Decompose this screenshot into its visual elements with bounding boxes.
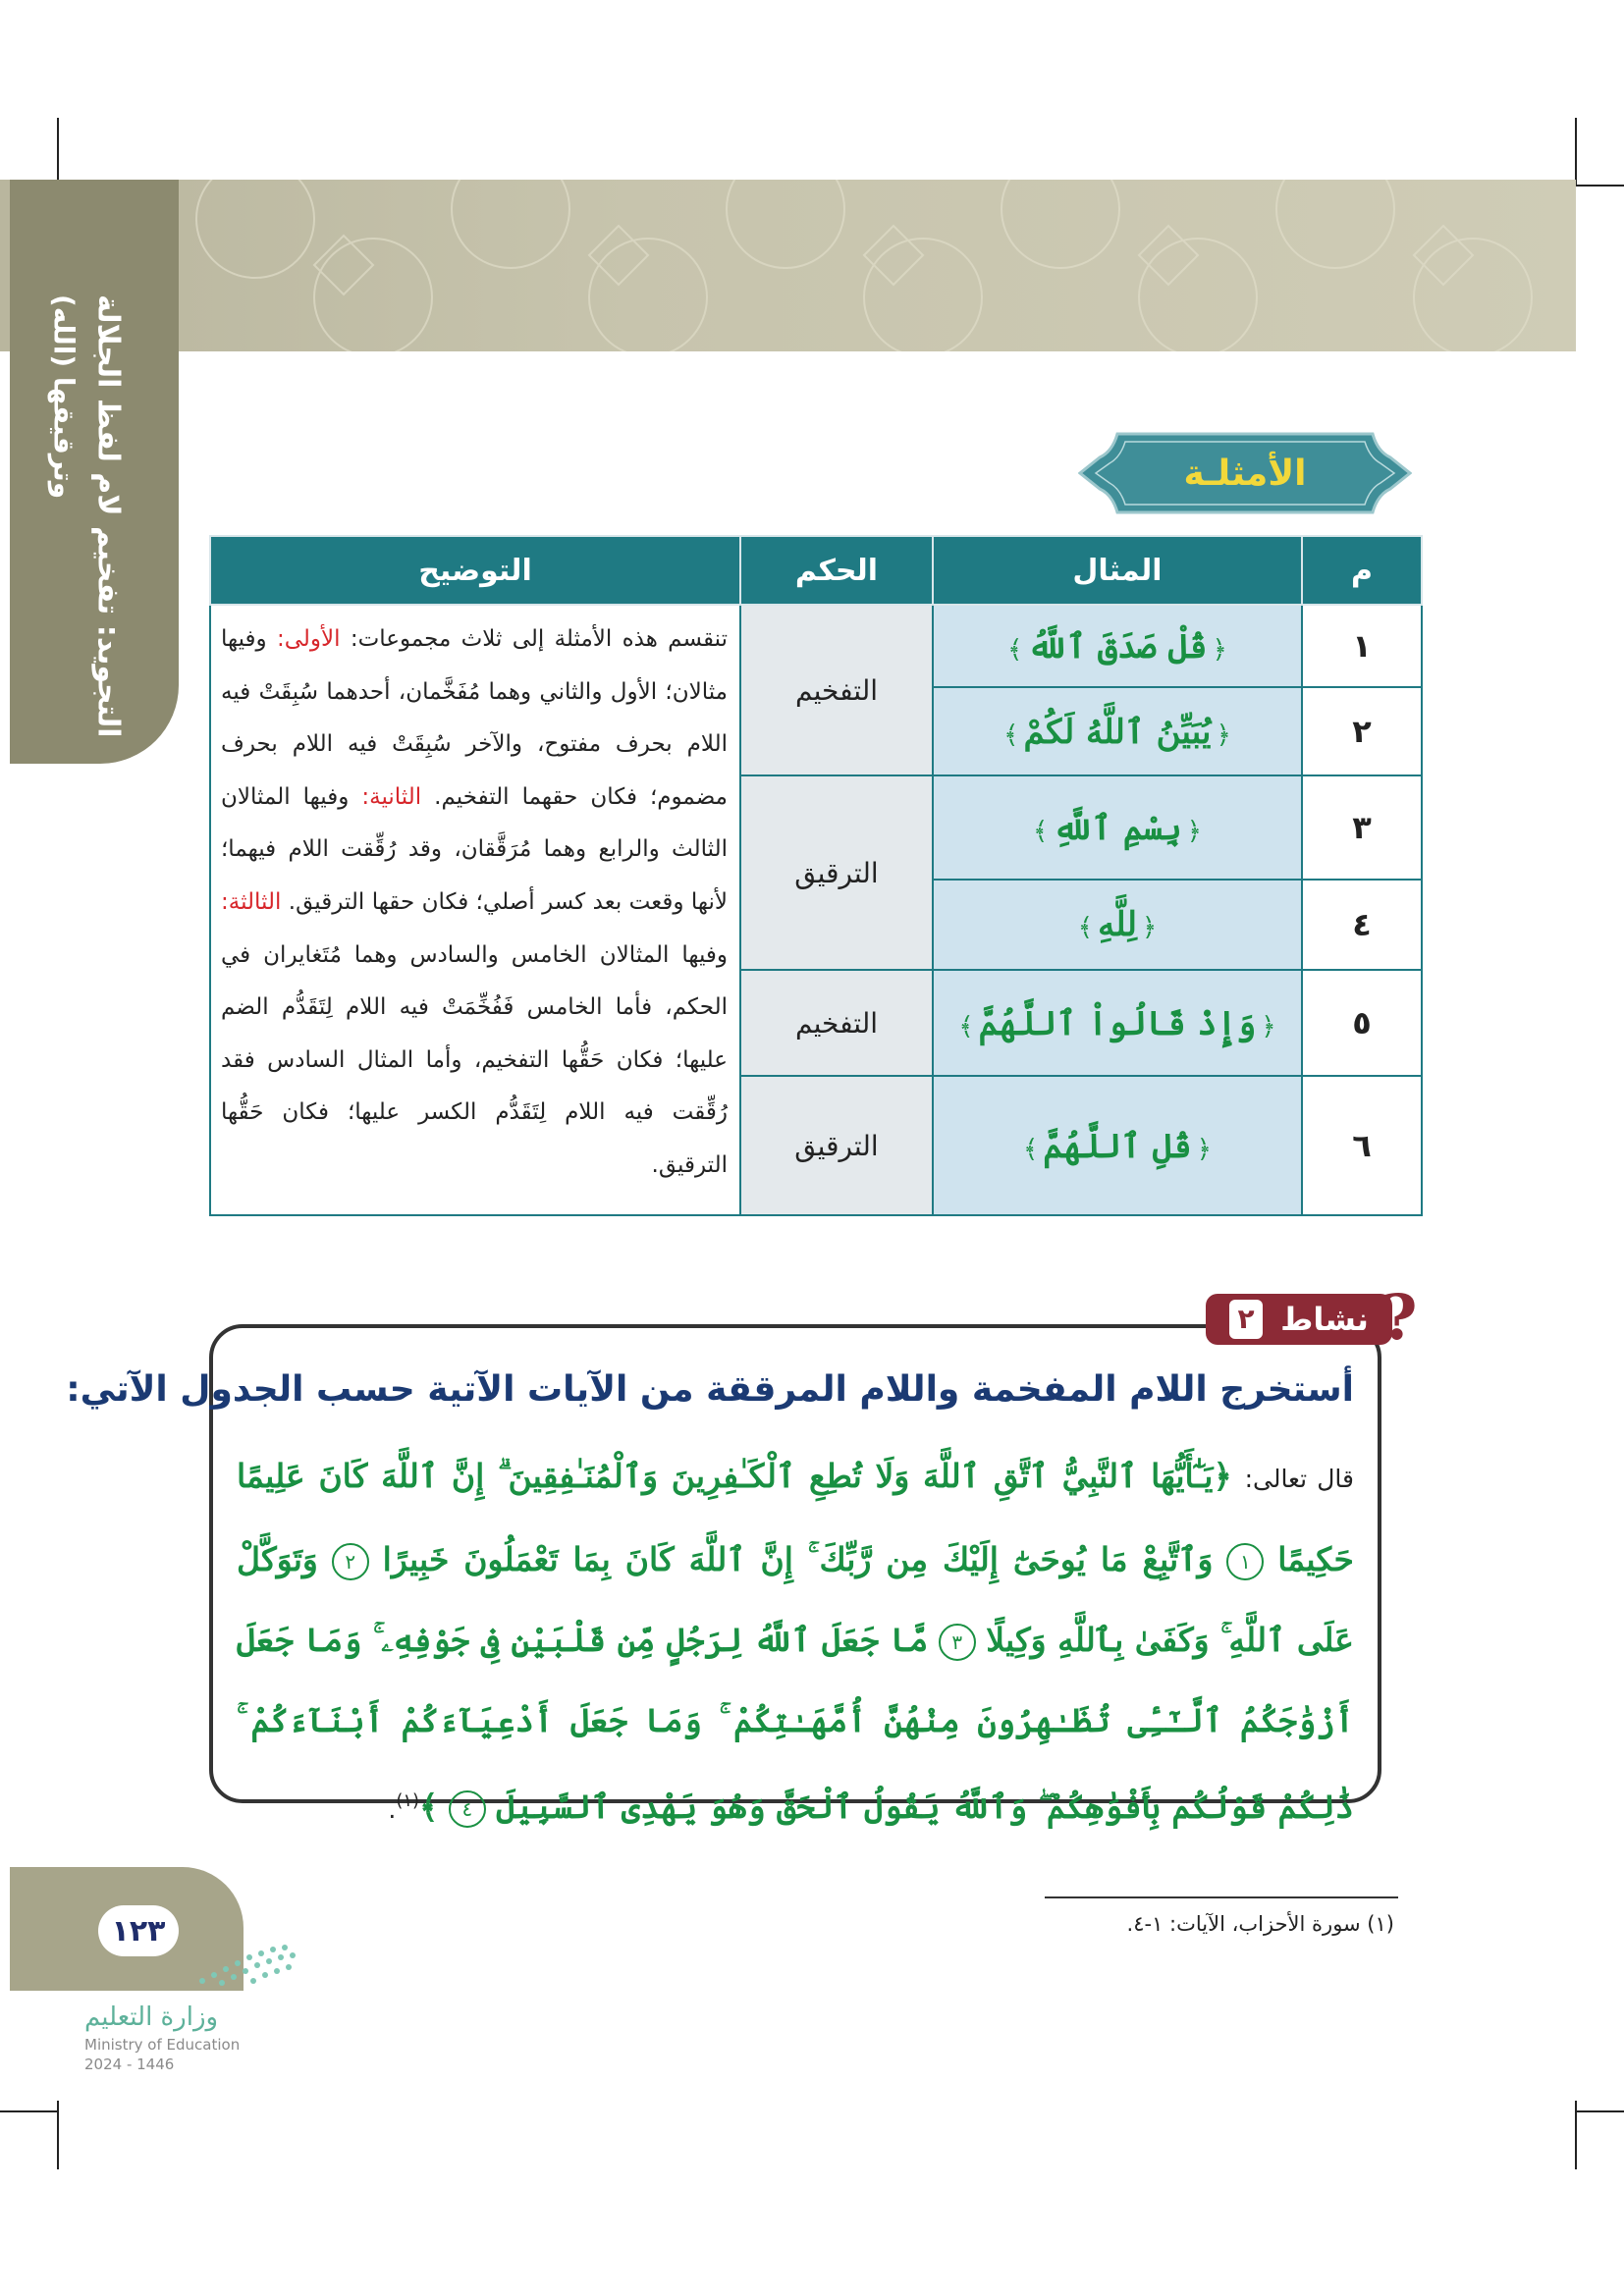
example-cell: ﴿ بِسْمِ ٱللَّهِ ﴾ (933, 775, 1302, 880)
example-cell: ﴿ قُلِ ٱللَّهُمَّ ﴾ (933, 1076, 1302, 1215)
geometric-pattern (0, 180, 1576, 351)
verse-text: وَٱتَّبِعْ مَا يُوحَىٰٓ إِلَيْكَ مِن رَّبِّكَ ۚ إِنَّ ٱللَّهَ كَانَ بِمَا تَعْمَلُونَ خَبِيرًا (382, 1540, 1214, 1578)
col-header-num: م (1302, 536, 1422, 605)
verse-intro: قال تعالى: (1244, 1465, 1354, 1493)
col-header-example: المثال (933, 536, 1302, 605)
crop-mark (1575, 2110, 1624, 2112)
example-text: قُلِ ٱللَّهُمَّ (1043, 1126, 1192, 1166)
ruling-cell: التفخيم (740, 970, 933, 1076)
ministry-name-ar: وزارة التعليم (84, 2002, 219, 2032)
explanation-group3: وفيها المثالان الخامس والسادس وهما مُتَغايران في الحكم، فأما الخامس فَفُخِّمَتْ فيه اللام لِتَقَدُّم الضم عليها؛ فكان حَقُّها التفخيم، وأما المثال السادس فقد رُقِّقت فيه اللام لِتَقَدُّم الكسر عليها؛ فكان حَقُّها الترقيق. (221, 941, 728, 1178)
example-cell: ﴿ لِلَّهِ ﴾ (933, 880, 1302, 970)
example-text: قُلْ صَدَقَ ٱللَّهُ (1027, 626, 1208, 667)
header-band (0, 180, 1576, 351)
group-second-label: الثانية: (361, 783, 422, 810)
ayah-number-marker: ٤ (449, 1790, 486, 1828)
ayah-number-marker: ٣ (939, 1624, 976, 1661)
example-cell: ﴿ قُلْ صَدَقَ ٱللَّهُ ﴾ (933, 605, 1302, 687)
row-number: ٣ (1302, 775, 1422, 880)
col-header-ruling: الحكم (740, 536, 933, 605)
activity-title: أستخرج اللام المفخمة واللام المرققة من الآيات الآتية حسب الجدول الآتي: (66, 1369, 1354, 1410)
side-title-line1: التجويد: تفخيم لام لفظ الجلالة (90, 294, 126, 738)
verse-text: ﴿يَـٰٓأَيُّهَا ٱلنَّبِيُّ ٱتَّقِ ٱللَّهَ وَلَا تُطِعِ ٱلْكَـٰفِرِينَ وَٱلْمُنَـٰفِقِينَ ۗ إِنَّ ٱللَّهَ كَانَ عَلِيمًا حَكِيمًا (237, 1457, 1354, 1578)
ministry-dots-icon (192, 1942, 300, 1991)
activity-tab (1206, 1281, 1427, 1355)
question-mark-icon: ? (1380, 1281, 1418, 1355)
table-header-row (210, 536, 1422, 605)
group-first-label: الأولى: (276, 626, 341, 652)
activity-verses (237, 1436, 1354, 1850)
ministry-year: 2024 - 1446 (84, 2056, 175, 2073)
example-cell: ﴿ وَإِذْ قَالُواْ ٱللَّهُمَّ ﴾ (933, 970, 1302, 1076)
footnote: (١) سورة الأحزاب، الآيات: ١-٤. (1126, 1912, 1394, 1936)
activity-box (66, 1324, 1381, 1826)
row-number: ٦ (1302, 1076, 1422, 1215)
col-header-explanation: التوضيح (210, 536, 740, 605)
crop-mark (0, 2110, 59, 2112)
verse-text: مَّا جَعَلَ ٱللَّهُ لِرَجُلٍ مِّن قَلْبَيْنِ فِى جَوْفِهِۦ ۚ وَمَا جَعَلَ أَزْوَٰجَكُمُ ٱلَّـٰٓـِٔى تُظَـٰهِرُونَ مِنْهُنَّ أُمَّهَـٰتِكُمْ ۚ وَمَا جَعَلَ أَدْعِيَآءَكُمْ أَبْنَآءَكُمْ ۚ ذَٰلِكُمْ قَوْلُكُم بِأَفْوَٰهِكُمْ ۖ وَٱللَّهُ يَقُولُ ٱلْحَقَّ وَهُوَ يَهْدِى ٱلسَّبِيلَ (237, 1621, 1354, 1826)
example-text: يُبَيِّنُ ٱللَّهُ لَكُمْ (1023, 712, 1212, 752)
example-cell: ﴿ يُبَيِّنُ ٱللَّهُ لَكُمْ ﴾ (933, 687, 1302, 775)
explanation-cell (210, 605, 740, 1215)
example-text: وَإِذْ قَالُواْ ٱللَّهُمَّ (978, 1003, 1257, 1043)
ruling-cell: الترقيق (740, 1076, 933, 1215)
explanation-group2: وفيها المثالان الثالث والرابع وهما مُرَقَّقان، وقد رُقِّقت اللام فيهما؛ لأنها وقعت بعد كسر أصلي؛ فكان حقها الترقيق. (221, 783, 728, 915)
ministry-name-en: Ministry of Education (84, 2036, 241, 2054)
ruling-cell: الترقيق (740, 775, 933, 970)
ruling-cell: التفخيم (740, 605, 933, 775)
crop-mark (57, 118, 59, 187)
example-text: بِسْمِ ٱللَّهِ (1053, 808, 1182, 848)
activity-label: نشاط (1280, 1301, 1369, 1338)
side-title-sub (10, 294, 118, 746)
crop-mark (1575, 118, 1577, 187)
verse-text: وَتَوَكَّلْ عَلَى ٱللَّهِ ۚ وَكَفَىٰ بِٱللَّهِ وَكِيلًا (237, 1540, 1354, 1659)
verse-end: . (388, 1795, 397, 1824)
ministry-logo (84, 2002, 240, 2073)
footnote-marker: (١) (396, 1790, 420, 1811)
page-number: ١٢٣ (98, 1905, 179, 1956)
example-text: لِلَّهِ (1098, 905, 1137, 944)
table-row (210, 605, 1422, 687)
footnote-divider (1045, 1896, 1398, 1898)
explanation-intro: تنقسم هذه الأمثلة إلى ثلاث مجموعات: (340, 626, 728, 652)
explanation-group1: وفيها مثالان؛ الأول والثاني وهما مُفَخَّمان، أحدهما سُبِقَتْ فيه اللام بحرف مفتوح، والآخر سُبِقَتْ فيه اللام بحرف مضموم؛ فكان حقهما التفخيم. (221, 626, 728, 810)
group-third-label: الثالثة: (221, 888, 282, 915)
side-title-line2: (الله) وترقيقها (47, 294, 81, 500)
verse-close-bracket: ﴾ (419, 1788, 439, 1826)
crop-mark (1575, 185, 1624, 187)
activity-label-pill (1206, 1294, 1392, 1345)
examples-table (209, 535, 1423, 1216)
ayah-number-marker: ١ (1226, 1543, 1264, 1580)
examples-banner-title: الأمثلـة (1183, 453, 1307, 494)
ayah-number-marker: ٢ (332, 1543, 369, 1580)
row-number: ٤ (1302, 880, 1422, 970)
activity-number: ٢ (1229, 1300, 1263, 1339)
row-number: ١ (1302, 605, 1422, 687)
examples-banner (1078, 428, 1412, 518)
row-number: ٥ (1302, 970, 1422, 1076)
row-number: ٢ (1302, 687, 1422, 775)
